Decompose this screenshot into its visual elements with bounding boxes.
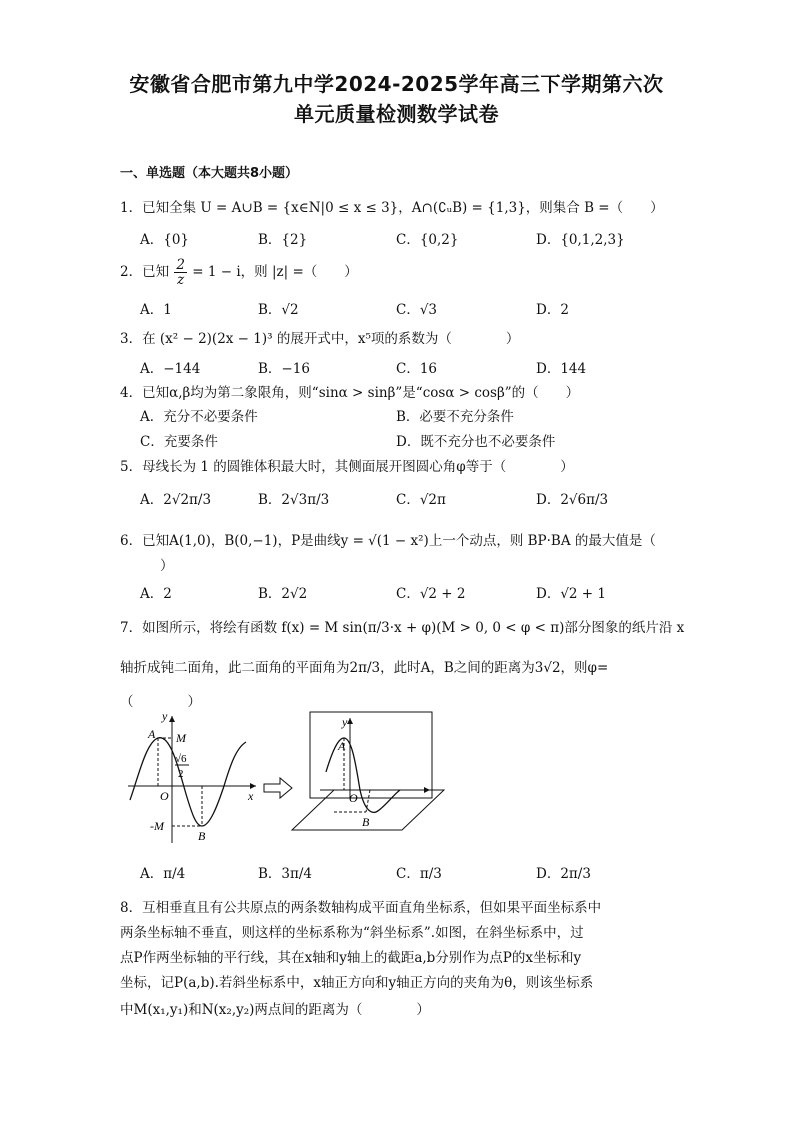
q1-option-c[interactable]: C．{0,2} bbox=[396, 232, 459, 248]
question-7-line1: 7．如图所示，将绘有函数 f(x) = M sin(π/3·x + φ)(M > 0, 0 < φ < π)部分图象的纸片沿 x bbox=[120, 620, 685, 636]
q3-option-b[interactable]: B．−16 bbox=[258, 361, 310, 377]
question-1 bbox=[120, 196, 664, 216]
question-5: 5．母线长为 1 的圆锥体积最大时，其侧面展开图圆心角φ等于（ ） bbox=[120, 459, 574, 475]
r-label-B: B bbox=[362, 815, 370, 829]
left-y-arrow bbox=[169, 716, 175, 722]
r-label-A: A bbox=[338, 739, 346, 753]
question-4: 4．已知α,β均为第二象限角，则“sinα > sinβ”是“cosα > cosβ”的（ ） bbox=[120, 385, 580, 401]
q3-option-d[interactable]: D．144 bbox=[536, 361, 587, 377]
q4-option-a[interactable]: A．充分不必要条件 bbox=[140, 409, 258, 425]
q3-option-a[interactable]: A．−144 bbox=[140, 361, 201, 377]
q7-option-a[interactable]: A．π/4 bbox=[140, 866, 186, 882]
q1-option-b[interactable]: B．{2} bbox=[258, 232, 308, 248]
q1-stem-pre: 1．已知全集 bbox=[120, 200, 197, 216]
fold-arrow bbox=[264, 778, 292, 798]
q4-option-d[interactable]: D．既不充分也不必要条件 bbox=[396, 434, 556, 450]
sine-curve bbox=[130, 738, 246, 826]
q2-fraction bbox=[174, 258, 187, 287]
q6-option-a[interactable]: A．2 bbox=[140, 586, 172, 602]
q3-option-c[interactable]: C．16 bbox=[396, 361, 438, 377]
q6-option-b[interactable]: B．2√2 bbox=[258, 586, 308, 602]
label-A: A bbox=[148, 727, 156, 741]
q2-option-d[interactable]: D．2 bbox=[536, 302, 569, 318]
section-heading: 一、单选题（本大题共8小题） bbox=[120, 166, 299, 181]
question-7-line3: （ ） bbox=[120, 694, 201, 710]
label-x: x bbox=[248, 789, 254, 803]
q2-stem-pre: 2．已知 bbox=[120, 264, 170, 281]
label-negM: -M bbox=[150, 819, 164, 833]
exam-title-line1: 安徽省合肥市第九中学2024-2025学年高三下学期第六次 bbox=[129, 72, 664, 96]
question-8-line5: 中M(x₁,y₁)和N(x₂,y₂)两点间的距离为（ ） bbox=[120, 1002, 430, 1018]
question-8-line1: 8．互相垂直且有公共原点的两条数轴构成平面直角坐标系，但如果平面坐标系中 bbox=[120, 900, 602, 916]
question-3: 3．在 (x² − 2)(2x − 1)³ 的展开式中，x⁵项的系数为（ ） bbox=[120, 331, 520, 347]
q2-option-b[interactable]: B．√2 bbox=[258, 302, 299, 318]
label-two: 2 bbox=[178, 768, 184, 780]
q7-figure bbox=[120, 708, 450, 848]
label-M: M bbox=[176, 731, 186, 745]
q5-option-c[interactable]: C．√2π bbox=[396, 492, 446, 508]
right-x-arrow bbox=[424, 787, 430, 793]
question-6-line1: 6．已知A(1,0)，B(0,−1)，P是曲线y = √(1 − x²)上一个动点，则 BP·BA 的最大值是（ bbox=[120, 533, 656, 549]
q2-stem-post: = 1 − i，则 |z| =（ ） bbox=[192, 264, 358, 281]
q5-option-b[interactable]: B．2√3π/3 bbox=[258, 492, 330, 508]
r-label-O: O bbox=[349, 791, 358, 805]
right-y-arrow bbox=[347, 718, 353, 724]
exam-title-line2: 单元质量检测数学试卷 bbox=[294, 102, 499, 126]
vertical-plane bbox=[310, 712, 432, 798]
label-y: y bbox=[162, 709, 168, 723]
q7-option-c[interactable]: C．π/3 bbox=[396, 866, 442, 882]
q5-option-a[interactable]: A．2√2π/3 bbox=[140, 492, 212, 508]
question-2 bbox=[120, 258, 358, 287]
q4-option-c[interactable]: C．充要条件 bbox=[140, 434, 218, 450]
question-8-line4: 坐标，记P(a,b).若斜坐标系中，x轴正方向和y轴正方向的夹角为θ，则该坐标系 bbox=[120, 975, 594, 991]
question-7-line2: 轴折成钝二面角，此二面角的平面角为2π/3，此时A，B之间的距离为3√2，则φ= bbox=[120, 660, 609, 676]
q7-option-d[interactable]: D．2π/3 bbox=[536, 866, 591, 882]
label-B: B bbox=[198, 829, 206, 843]
q5-option-d[interactable]: D．2√6π/3 bbox=[536, 492, 609, 508]
q6-option-d[interactable]: D．√2 + 1 bbox=[536, 586, 606, 602]
label-sqrt6: √6 bbox=[175, 753, 187, 765]
q2-option-a[interactable]: A．1 bbox=[140, 302, 172, 318]
q2-option-c[interactable]: C．√3 bbox=[396, 302, 438, 318]
q1-option-a[interactable]: A．{0} bbox=[140, 232, 190, 248]
q2-frac-den: z bbox=[177, 272, 185, 289]
q2-frac-num: 2 bbox=[176, 257, 185, 273]
question-8-line2: 两条坐标轴不垂直，则这样的坐标系称为“斜坐标系”.如图，在斜坐标系中，过 bbox=[120, 925, 584, 941]
q1-option-d[interactable]: D．{0,1,2,3} bbox=[536, 232, 625, 248]
question-6-line2: ） bbox=[160, 558, 174, 574]
q7-option-b[interactable]: B．3π/4 bbox=[258, 866, 313, 882]
q1-stem-set: U = A∪B = {x∈N|0 ≤ x ≤ 3}，A∩(∁ᵤB) = {1,3}，则集合 B =（ ） bbox=[200, 200, 664, 216]
curve-lower bbox=[360, 790, 400, 812]
q4-option-b[interactable]: B．必要不充分条件 bbox=[396, 409, 514, 425]
label-O: O bbox=[160, 789, 169, 803]
r-label-y: y bbox=[342, 715, 348, 729]
question-8-line3: 点P作两坐标轴的平行线，其在x轴和y轴上的截距a,b分别作为点P的x坐标和y bbox=[120, 950, 582, 966]
q6-option-c[interactable]: C．√2 + 2 bbox=[396, 586, 466, 602]
